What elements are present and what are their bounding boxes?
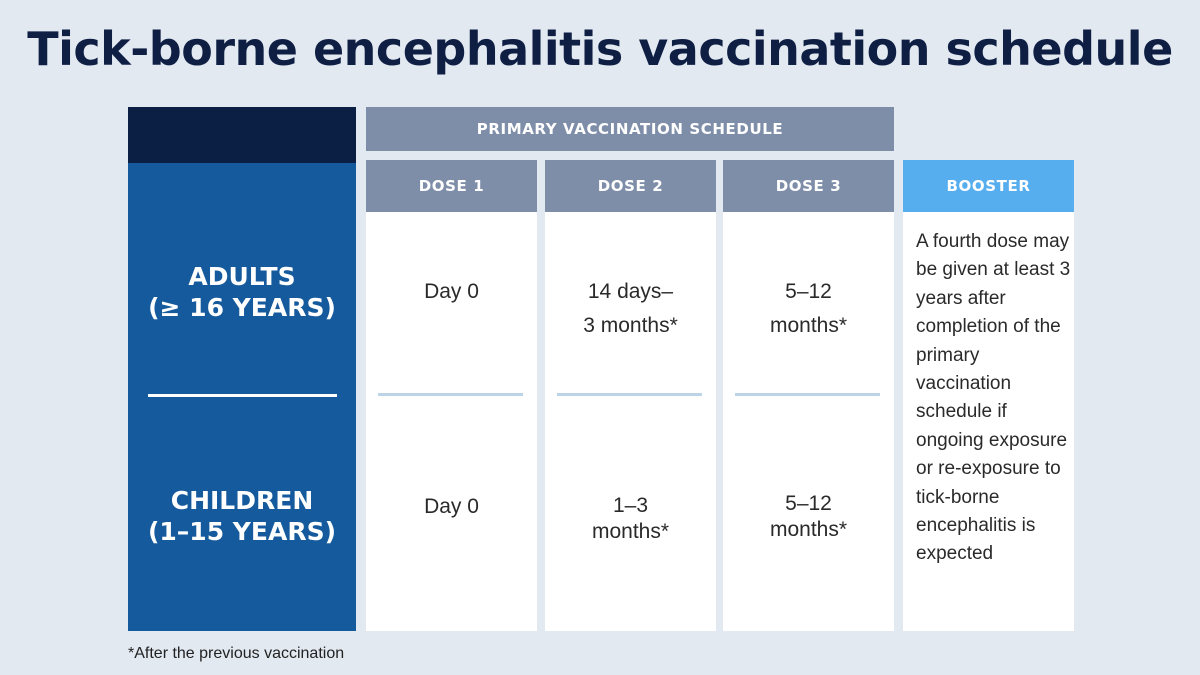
page-title: Tick-borne encephalitis vaccination schedule [27, 22, 1173, 76]
booster-description: A fourth dose may be given at least 3 years after completion of the primary vaccination schedule if ongoing exposure or re-exposure to tick-borne encephalitis is expected [916, 231, 1071, 565]
adults-dose3-line2: months* [769, 314, 848, 337]
corner-header-cell [128, 107, 356, 163]
adults-dose1-cell: Day 0 [424, 280, 479, 303]
dose1-column [366, 212, 537, 631]
primary-schedule-header: PRIMARY VACCINATION SCHEDULE [366, 107, 894, 151]
adults-label [128, 261, 356, 323]
row-separator [735, 393, 880, 396]
children-dose1-cell: Day 0 [424, 495, 479, 518]
adults-label-line2: (≥ 16 YEARS) [148, 293, 336, 322]
children-dose3-cell [723, 491, 894, 543]
booster-header: BOOSTER [903, 160, 1074, 212]
children-label-line2: (1–15 YEARS) [147, 517, 337, 546]
dose3-header: DOSE 3 [723, 160, 894, 212]
booster-column [903, 212, 1074, 631]
children-label-line1: CHILDREN [170, 486, 314, 515]
dose1-header: DOSE 1 [366, 160, 537, 212]
dose3-column [723, 212, 894, 631]
adults-dose2-line1: 14 days– [587, 280, 674, 303]
children-dose3-line2: months* [769, 518, 848, 541]
children-dose2-cell [545, 493, 716, 545]
adults-dose3-cell [723, 275, 894, 343]
row-separator [378, 393, 523, 396]
children-dose2-line1: 1–3 [612, 494, 649, 517]
group-divider [148, 394, 337, 397]
adults-dose3-line1: 5–12 [785, 280, 832, 303]
footnote: *After the previous vaccination [128, 645, 345, 662]
dose2-header: DOSE 2 [545, 160, 716, 212]
adults-dose2-cell [545, 275, 716, 343]
adults-label-line1: ADULTS [188, 262, 296, 291]
group-label-column [128, 163, 356, 631]
children-label [128, 485, 356, 547]
children-dose3-line1: 5–12 [785, 492, 832, 515]
row-separator [557, 393, 702, 396]
dose2-column [545, 212, 716, 631]
children-dose2-line2: months* [591, 520, 670, 543]
adults-dose2-line2: 3 months* [583, 314, 678, 337]
